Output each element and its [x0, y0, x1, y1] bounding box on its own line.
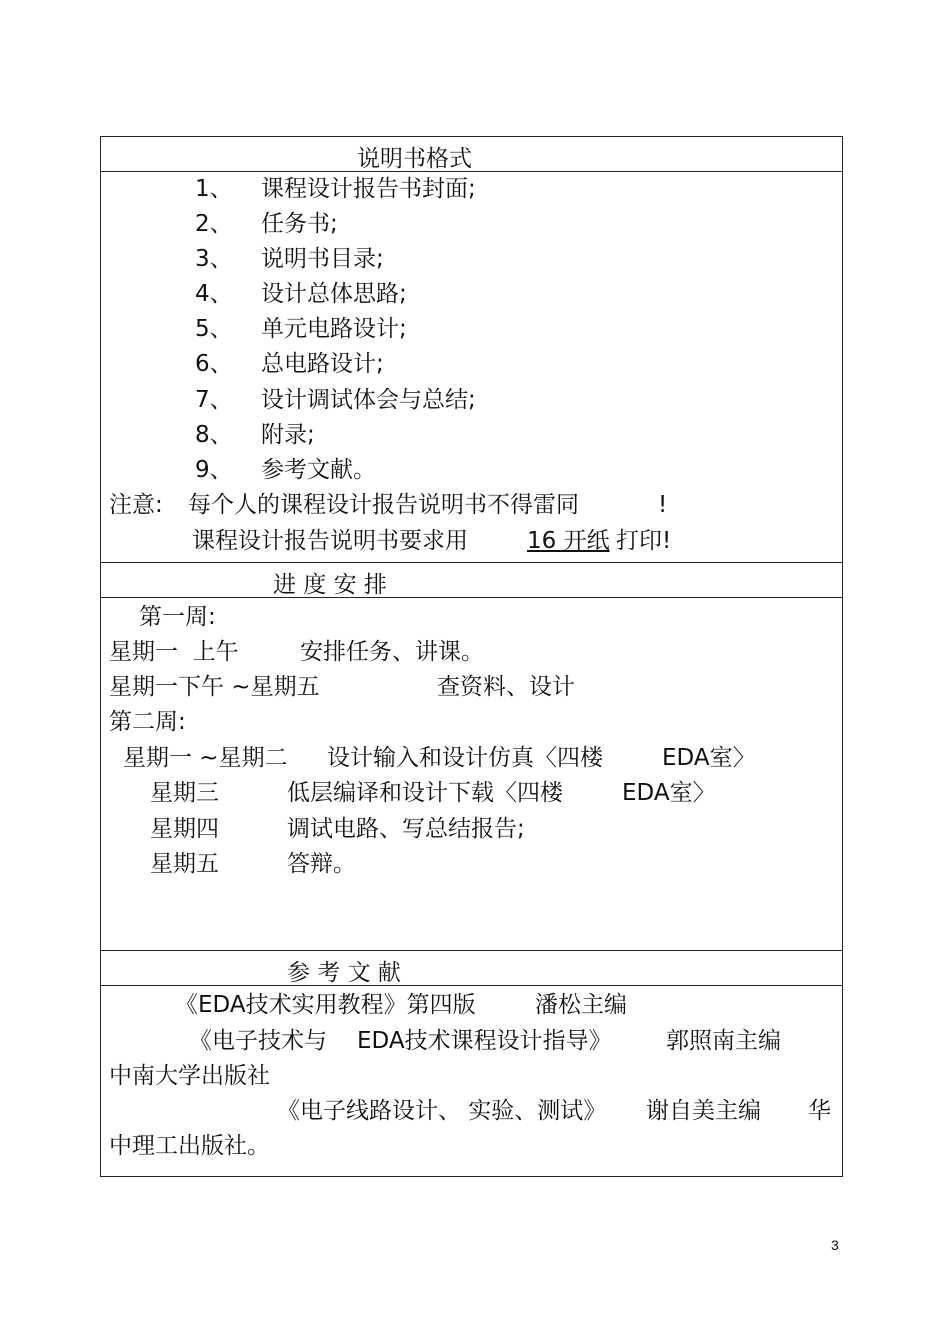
w2-row3-task: 调试电路、写总结报告; — [287, 816, 525, 842]
schedule-cell — [101, 598, 843, 951]
format-item-text: 总电路设计; — [261, 351, 384, 377]
format-item-text: 设计总体思路; — [261, 281, 407, 307]
format-item-num: 4、 — [195, 281, 233, 307]
w2-row3-day: 星期四 — [150, 816, 219, 842]
format-item-num: 2、 — [195, 211, 233, 237]
note-label: 注意: — [109, 492, 163, 518]
week2-label: 第二周: — [109, 709, 186, 735]
w2-row2-room: EDA室〉 — [622, 780, 716, 806]
ref3-publisher-b: 中理工出版社。 — [109, 1133, 270, 1159]
references-header: 参 考 文 献 — [287, 960, 401, 986]
note-line2-paper: 16 开纸 — [527, 528, 610, 554]
schedule-header-cell — [101, 563, 843, 598]
format-item-text: 课程设计报告书封面; — [261, 176, 476, 202]
w2-row2-task: 低层编译和设计下载〈四楼 — [287, 780, 563, 806]
format-item-text: 说明书目录; — [261, 246, 384, 272]
w1-row2-day: 星期一下午 ~星期五 — [109, 674, 320, 700]
format-item-num: 1、 — [195, 176, 233, 202]
course-design-table — [100, 136, 843, 1177]
ref3-author: 谢自美主编 — [646, 1098, 761, 1124]
format-item-text: 单元电路设计; — [261, 316, 407, 342]
ref2-author: 郭照南主编 — [666, 1028, 781, 1054]
format-item-text: 设计调试体会与总结; — [261, 387, 476, 413]
w2-row2-day: 星期三 — [150, 780, 219, 806]
ref2-title: 《电子技术与 — [189, 1028, 327, 1054]
schedule-header: 进 度 安 排 — [273, 572, 387, 598]
format-item-text: 附录; — [261, 422, 315, 448]
w2-row4-task: 答辩。 — [287, 851, 356, 877]
page-number: 3 — [831, 1237, 839, 1253]
ref2-title-b: EDA技术课程设计指导》 — [357, 1028, 612, 1054]
format-cell — [101, 172, 843, 563]
note-line2-end: 打印! — [616, 528, 672, 554]
ref1-author: 潘松主编 — [535, 992, 627, 1018]
w2-row1-day: 星期一 ~星期二 — [123, 745, 288, 771]
note-line1-exclaim: ! — [658, 492, 668, 518]
references-header-cell — [101, 951, 843, 986]
format-item-num: 3、 — [195, 246, 233, 272]
w1-row1-task: 安排任务、讲课。 — [300, 639, 484, 665]
note-line2: 课程设计报告说明书要求用 — [192, 528, 468, 554]
ref3-title: 《电子线路设计、 实验、测试》 — [277, 1098, 607, 1124]
format-header: 说明书格式 — [357, 146, 472, 172]
format-item-num: 6、 — [195, 351, 233, 377]
format-item-text: 参考文献。 — [261, 457, 376, 483]
format-header-cell — [101, 137, 843, 172]
w1-row2-task: 查资料、设计 — [437, 674, 575, 700]
w2-row1-room: EDA室〉 — [662, 745, 756, 771]
format-item-num: 7、 — [195, 387, 233, 413]
format-item-text: 任务书; — [261, 211, 338, 237]
format-item-num: 9、 — [195, 457, 233, 483]
format-item-num: 5、 — [195, 316, 233, 342]
week1-label: 第一周: — [139, 604, 216, 630]
w2-row1-task: 设计输入和设计仿真〈四楼 — [327, 745, 603, 771]
format-item-num: 8、 — [195, 422, 233, 448]
ref3-publisher-a: 华 — [808, 1098, 831, 1124]
note-line1: 每个人的课程设计报告说明书不得雷同 — [188, 492, 579, 518]
ref2-publisher: 中南大学出版社 — [109, 1063, 270, 1089]
references-cell — [101, 986, 843, 1177]
ref1-title: 《EDA技术实用教程》第四版 — [175, 992, 476, 1018]
w1-row1-day: 星期一 上午 — [109, 639, 239, 665]
w2-row4-day: 星期五 — [150, 851, 219, 877]
